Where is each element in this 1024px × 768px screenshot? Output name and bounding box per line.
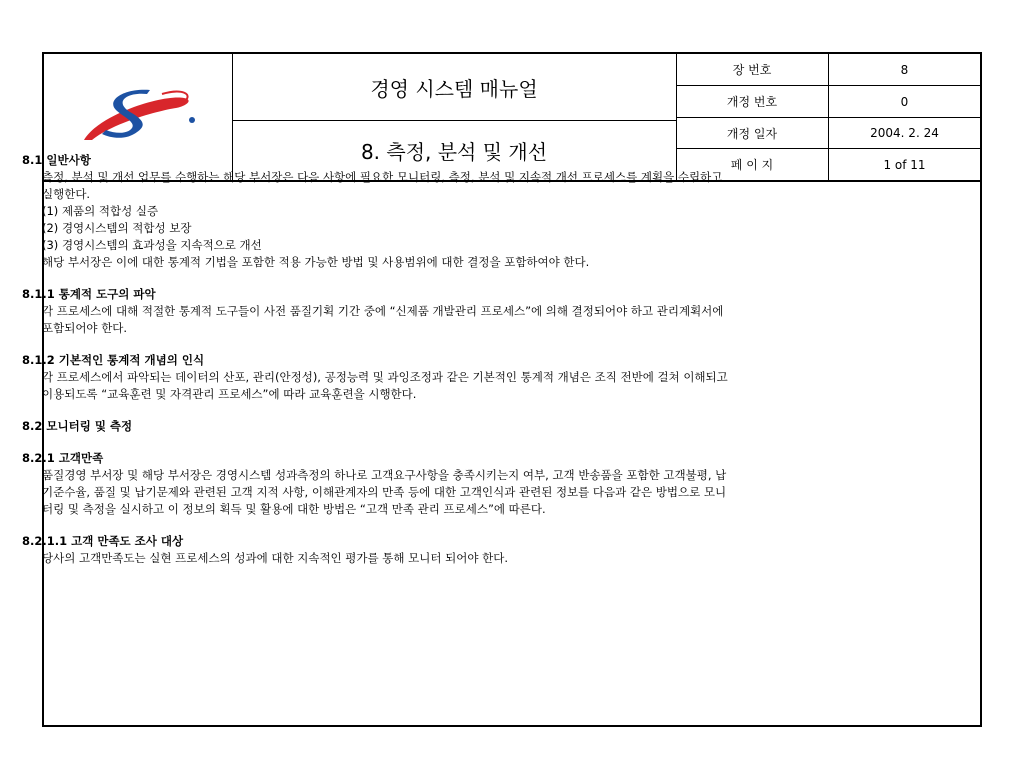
meta-label: 페 이 지 bbox=[676, 149, 829, 180]
section-heading: 8.2 모니터링 및 측정 bbox=[22, 419, 133, 433]
meta-row-date bbox=[676, 118, 980, 149]
meta-label: 개정 번호 bbox=[676, 86, 829, 117]
meta-value: 8 bbox=[900, 62, 909, 77]
meta-value: 0 bbox=[900, 94, 909, 109]
section-heading: 8.1.2 기본적인 통계적 개념의 인식 bbox=[22, 353, 205, 367]
meta-row-revision bbox=[676, 86, 980, 118]
paragraph-line: 기준수율, 품질 및 납기문제와 관련된 고객 지적 사항, 이해관계자의 만족 등에 대한 고객인식과 관련된 정보를 다음과 같은 방법으로 모니 bbox=[42, 485, 727, 499]
section-heading: 8.1.1 통계적 도구의 파악 bbox=[22, 287, 156, 301]
paragraph-line: 해당 부서장은 이에 대한 통계적 기법을 포함한 적용 가능한 방법 및 사용범위에 대한 결정을 포함하여야 한다. bbox=[42, 255, 590, 269]
document-body bbox=[22, 152, 932, 567]
meta-value: 1 of 11 bbox=[883, 157, 926, 172]
paragraph-line: 품질경영 부서장 및 해당 부서장은 경영시스템 성과측정의 하나로 고객요구사항을 충족시키는지 여부, 고객 반송품을 포함한 고객불평, 납 bbox=[42, 468, 727, 482]
chapter-title: 8. 측정, 분석 및 개선 bbox=[360, 140, 548, 164]
meta-value: 2004. 2. 24 bbox=[870, 126, 939, 140]
paragraph-line: 각 프로세스에 대해 적절한 통계적 도구들이 사전 품질기획 기간 중에 “신제품 개발관리 프로세스”에 의해 결정되어야 하고 관리계획서에 bbox=[42, 304, 724, 318]
section-heading: 8.2.1.1 고객 만족도 조사 대상 bbox=[22, 534, 184, 548]
paragraph-line: 터링 및 측정을 실시하고 이 정보의 획득 및 활용에 대한 방법은 “고객 만족 관리 프로세스”에 따른다. bbox=[42, 502, 546, 516]
paragraph-line: 포함되어야 한다. bbox=[42, 321, 128, 335]
paragraph-line: 이용되도록 “교육훈련 및 자격관리 프로세스”에 따라 교육훈련을 시행한다. bbox=[42, 387, 417, 401]
section-heading: 8.2.1 고객만족 bbox=[22, 451, 104, 465]
meta-label: 개정 일자 bbox=[676, 118, 829, 148]
paragraph-line: 측정, 분석 및 개선 업무를 수행하는 해당 부서장은 다음 사항에 필요한 모니터링, 측정, 분석 및 지속적 개선 프로세스를 계획을 수립하고 bbox=[42, 170, 723, 184]
meta-row-chapter bbox=[676, 54, 980, 86]
list-item: (3) 경영시스템의 효과성을 지속적으로 개선 bbox=[42, 238, 262, 252]
paragraph-line: 실행한다. bbox=[42, 187, 91, 201]
list-item: (2) 경영시스템의 적합성 보장 bbox=[42, 221, 192, 235]
list-item: (1) 제품의 적합성 실증 bbox=[42, 204, 159, 218]
paragraph-line: 각 프로세스에서 파악되는 데이터의 산포, 관리(안정성), 공정능력 및 과잉조정과 같은 기본적인 통계적 개념은 조직 전반에 걸쳐 이해되고 bbox=[42, 370, 728, 384]
section-heading: 8.1 일반사항 bbox=[22, 153, 91, 167]
manual-title: 경영 시스템 매뉴얼 bbox=[232, 54, 676, 121]
paragraph-line: 당사의 고객만족도는 실현 프로세스의 성과에 대한 지속적인 평가를 통해 모니터 되어야 한다. bbox=[42, 551, 509, 565]
meta-label: 장 번호 bbox=[676, 54, 829, 85]
